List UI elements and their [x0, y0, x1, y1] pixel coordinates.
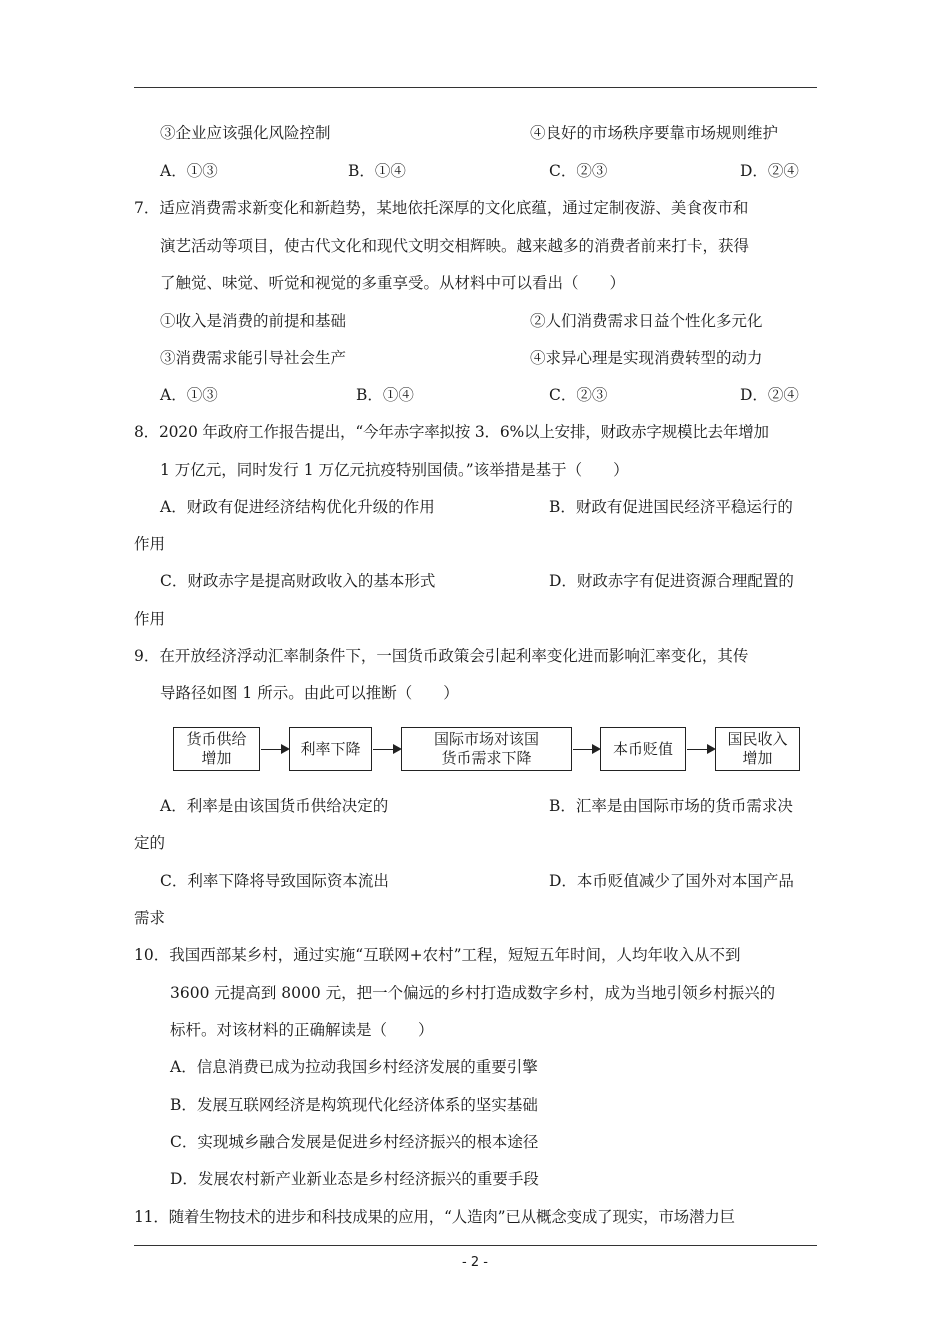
q8-stem-line2: 1 万亿元，同时发行 1 万亿元抗疫特别国债。”该举措是基于（ ）	[160, 461, 629, 479]
q9-option-d[interactable]: D．本币贬值减少了国外对本国产品	[549, 872, 794, 890]
flow-box-money-supply-line1: 货币供给	[186, 730, 247, 748]
q9-option-d-wrap: 需求	[134, 909, 166, 927]
q9-option-b-wrap: 定的	[134, 834, 166, 852]
q7-stem-line2: 演艺活动等项目，使古代文化和现代文明交相辉映。越来越多的消费者前来打卡，获得	[160, 237, 750, 255]
flow-arrow-3	[573, 749, 599, 750]
q8-option-d[interactable]: D．财政赤字有促进资源合理配置的	[549, 572, 794, 590]
q8-option-a[interactable]: A．财政有促进经济结构优化升级的作用	[160, 498, 435, 516]
q7-statement-1: ①收入是消费的前提和基础	[160, 312, 347, 330]
flow-arrow-4	[687, 749, 714, 750]
q8-option-d-wrap: 作用	[134, 610, 166, 628]
q10-stem-line1: 10．我国西部某乡村，通过实施“互联网+农村”工程，短短五年时间，人均年收入从不到	[134, 946, 741, 964]
q9-stem-line1: 9．在开放经济浮动汇率制条件下，一国货币政策会引起利率变化进而影响汇率变化，其传	[134, 647, 749, 665]
q6-option-c[interactable]: C．②③	[549, 162, 608, 180]
q7-option-c[interactable]: C．②③	[549, 386, 608, 404]
q10-option-d[interactable]: D．发展农村新产业新业态是乡村经济振兴的重要手段	[170, 1170, 539, 1188]
q8-option-b-wrap: 作用	[134, 535, 166, 553]
flow-box-interest-rate	[289, 727, 372, 771]
flow-box-national-income-line1: 国民收入	[727, 730, 788, 748]
q9-option-a[interactable]: A．利率是由该国货币供给决定的	[160, 797, 389, 815]
header-rule	[134, 87, 817, 88]
q9-option-b[interactable]: B．汇率是由国际市场的货币需求决	[549, 797, 793, 815]
q10-stem-line2: 3600 元提高到 8000 元，把一个偏远的乡村打造成数字乡村，成为当地引领乡村振兴的	[170, 984, 776, 1002]
q7-statement-4: ④求异心理是实现消费转型的动力	[530, 349, 763, 367]
q7-statement-2: ②人们消费需求日益个性化多元化	[530, 312, 763, 330]
q6-statement-4: ④良好的市场秩序要靠市场规则维护	[530, 124, 779, 142]
flow-box-currency-demand-line2: 货币需求下降	[441, 749, 532, 767]
q10-option-c[interactable]: C．实现城乡融合发展是促进乡村经济振兴的根本途径	[170, 1133, 539, 1151]
q7-option-d[interactable]: D．②④	[740, 386, 799, 404]
q11-stem-line1: 11．随着生物技术的进步和科技成果的应用，“人造肉”已从概念变成了现实，市场潜力巨	[134, 1208, 735, 1226]
flow-box-currency-demand-line1: 国际市场对该国	[433, 730, 539, 748]
q7-option-b[interactable]: B．①④	[356, 386, 414, 404]
flow-box-currency-demand	[401, 727, 572, 771]
q10-option-a[interactable]: A．信息消费已成为拉动我国乡村经济发展的重要引擎	[170, 1058, 538, 1076]
page-number: - 2 -	[462, 1255, 488, 1270]
q7-stem-line1: 7．适应消费需求新变化和新趋势，某地依托深厚的文化底蕴，通过定制夜游、美食夜市和	[134, 199, 749, 217]
q6-option-d[interactable]: D．②④	[740, 162, 799, 180]
flow-box-money-supply-line2: 增加	[201, 749, 232, 767]
q8-stem-line1: 8．2020 年政府工作报告提出，“今年赤字率拟按 3．6%以上安排，财政赤字规模比去年增加	[134, 423, 769, 441]
flow-box-depreciation	[600, 727, 686, 771]
q9-option-c[interactable]: C．利率下降将导致国际资本流出	[160, 872, 389, 890]
flow-box-depreciation-line1: 本币贬值	[612, 739, 673, 758]
flow-box-national-income-line2: 增加	[742, 749, 773, 767]
flow-box-money-supply	[173, 727, 260, 771]
q8-option-b[interactable]: B．财政有促进国民经济平稳运行的	[549, 498, 793, 516]
flow-box-national-income	[715, 727, 800, 771]
q6-option-b[interactable]: B．①④	[348, 162, 406, 180]
flow-arrow-1	[261, 749, 288, 750]
q7-stem-line3: 了触觉、味觉、听觉和视觉的多重享受。从材料中可以看出（ ）	[160, 274, 626, 292]
footer-rule	[134, 1245, 817, 1246]
q10-option-b[interactable]: B．发展互联网经济是构筑现代化经济体系的坚实基础	[170, 1096, 538, 1114]
flow-arrow-2	[373, 749, 400, 750]
q6-option-a[interactable]: A．①③	[160, 162, 218, 180]
flow-box-interest-rate-line1: 利率下降	[300, 739, 361, 758]
q10-stem-line3: 标杆。对该材料的正确解读是（ ）	[170, 1021, 434, 1039]
q9-stem-line2: 导路径如图 1 所示。由此可以推断（ ）	[160, 684, 459, 702]
q8-option-c[interactable]: C．财政赤字是提高财政收入的基本形式	[160, 572, 436, 590]
q7-option-a[interactable]: A．①③	[160, 386, 218, 404]
q6-statement-3: ③企业应该强化风险控制	[160, 124, 331, 142]
q7-statement-3: ③消费需求能引导社会生产	[160, 349, 347, 367]
